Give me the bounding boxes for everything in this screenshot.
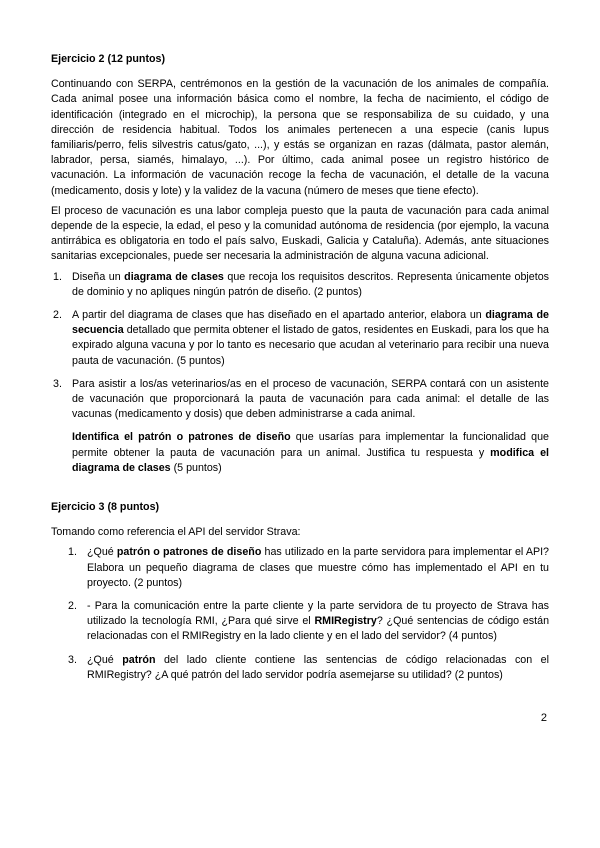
exercise-3-list — [51, 545, 549, 683]
item-number: 2. — [53, 309, 62, 322]
item-bold: diagrama de clases — [124, 270, 224, 283]
item-text: ¿Qué — [87, 653, 123, 666]
item-text: Diseña un — [72, 270, 125, 283]
item-bold: modifica el diagrama de clases — [72, 446, 549, 474]
item-number: 2. — [68, 600, 77, 613]
item-bold: patrón o patrones de diseño — [116, 546, 262, 559]
item-bold: RMIRegistry — [314, 615, 377, 628]
list-item — [51, 270, 549, 300]
item-text: que recoja los requisitos descritos. Representa únicamente objetos de dominio y no apliques ningún patrón de diseño. (2 puntos) — [72, 270, 549, 298]
item-text: Para asistir a los/as veterinarios/as en el proceso de vacunación, SERPA contará con un asistente de vacunación que proporcionará la pauta de vacunación para cada animal: el detalle de las vacunas (medicamento y dosis) que deben administrarse a cada animal. — [72, 377, 549, 421]
item-text: - Para la comunicación entre la parte cliente y la parte servidora de tu proyecto de Strava has utilizado la tecnología RMI, ¿Para qué sirve el — [87, 600, 549, 628]
list-item — [51, 653, 549, 683]
exercise-2-title: Ejercicio 2 (12 puntos) — [51, 53, 166, 65]
list-item — [51, 377, 549, 476]
item-text: ¿Qué — [87, 546, 117, 559]
list-item — [51, 599, 549, 645]
item-bold: Identifica el patrón o patrones de diseño — [72, 431, 291, 444]
exercise-2-intro-1: Continuando con SERPA, centrémonos en la gestión de la vacunación de los animales de compañía. Cada animal posee una información básica como el nombre, la fecha de nacimiento, el código de identificación (integrado en el microchip), la persona que se responsabiliza de su cuidado, y una dirección de residencia habitual. Todos los animales pertenecen a una especie (canis lupus familiaris/perro, felis silvestris catus/gato, ...), y estás se organizan en razas (dálmata, pastor alemán, labrador, persa, siamés, himalayo, ...). Por último, cada animal posee un registro histórico de vacunación. La información de vacunación recoge la fecha de vacunación, el detalle de la vacuna (medicamento, dosis y lote) y la validez de la vacuna (número de meses que tiene efecto). — [51, 78, 549, 197]
list-item — [51, 545, 549, 591]
item-text: A partir del diagrama de clases que has diseñado en el apartado anterior, elabora un — [72, 309, 486, 322]
item-number: 1. — [53, 270, 62, 283]
item-text: detallado que permita obtener el listado de gatos, residentes en Euskadi, para los que ha expirado alguna vacuna y por lo tanto es necesario que acudan al veterinario para recibir una nueva pauta de vacunación. (5 puntos) — [72, 324, 549, 367]
page-number: 2 — [540, 712, 547, 724]
item-text: ? ¿Qué sentencias de código están relacionadas con el RMIRegistry en la lado cliente y en el lado del servidor? (4 puntos) — [87, 615, 550, 643]
item-number: 1. — [68, 546, 77, 559]
item-text: que usarías para implementar la funcionalidad que permite obtener la pauta de vacunación para un animal. Justifica tu respuesta y — [72, 431, 549, 459]
exercise-2-section — [51, 52, 549, 484]
item-number: 3. — [68, 653, 77, 666]
item-bold: patrón — [122, 653, 156, 666]
exercise-2-intro-2: El proceso de vacunación es una labor compleja puesto que la pauta de vacunación para cada animal depende de la especie, la edad, el peso y la comunidad autónoma de residencia (por ejemplo, la vacuna antirrábica es obligatoria en todo el país salvo, Euskadi, Galicia y Cataluña). Además, ante situaciones sanitarias excepcionales, puede ser necesaria la administración de alguna vacuna adicional. — [51, 204, 549, 263]
item-text: (5 puntos) — [170, 461, 222, 474]
item-number: 3. — [53, 377, 62, 390]
item-text: del lado cliente contiene las sentencias de código relacionadas con el RMIRegistry? ¿A qué patrón del lado servidor podría asemejarse su utilidad? (2 puntos) — [87, 653, 549, 681]
exercise-3-title: Ejercicio 3 (8 puntos) — [51, 501, 160, 513]
item-bold: diagrama de secuencia — [72, 309, 549, 337]
exercise-3-intro: Tomando como referencia el API del servidor Strava: — [51, 526, 301, 539]
exercise-2-list — [51, 270, 549, 476]
item-text: has utilizado en la parte servidora para implementar el API? Elabora un pequeño diagrama de clases que muestre cómo has implementado el API en tu proyecto. (2 puntos) — [87, 546, 550, 589]
exercise-3-section — [51, 500, 549, 691]
list-item — [51, 308, 549, 369]
